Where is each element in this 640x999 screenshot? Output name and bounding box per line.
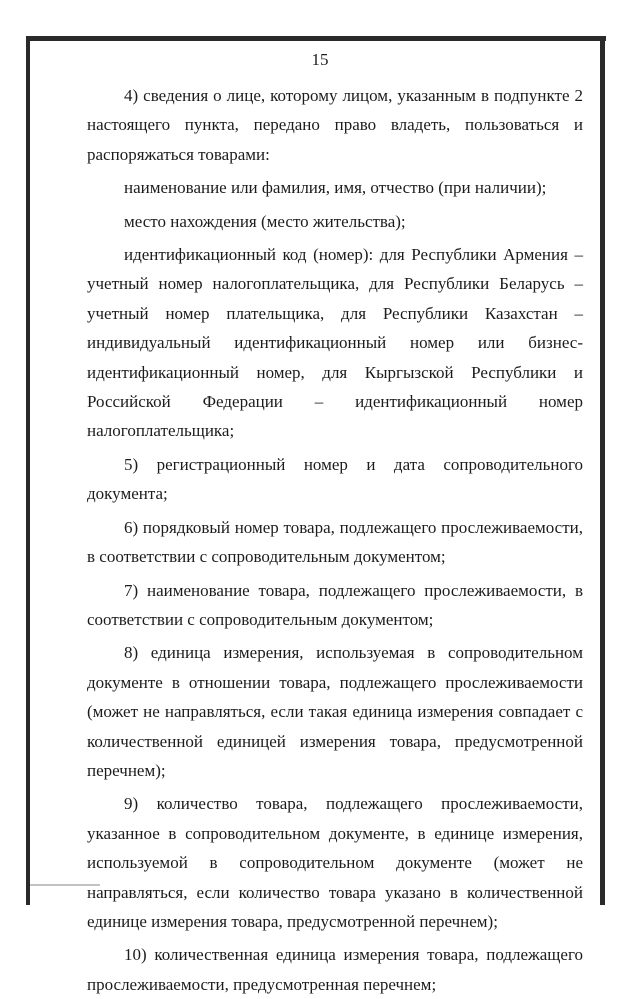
paragraph-name-field: наименование или фамилия, имя, отчество (при наличии); bbox=[124, 178, 547, 198]
paragraph-identification-code: идентификационный код (номер): для Республики Армения – учетный номер налогоплательщика, для Республики Беларусь – учетный номер плательщика, для Республики Казахстан – индивидуальный идентификационный номер или бизнес-идентификационный номер, для Кыргызской Республики и Российской Федерации – идентификационный номер налогоплательщика; bbox=[87, 245, 583, 441]
page-frame-top-border bbox=[26, 36, 606, 41]
paragraph-item-9: 9) количество товара, подлежащего прослеживаемости, указанное в сопроводительном документе, в единице измерения, используемой в сопроводительном документе (может не направляться, если количество товара указано в количественной единице измерения товара, предусмотренной перечнем); bbox=[87, 794, 583, 931]
page-frame-right-border bbox=[600, 36, 605, 905]
page-frame-left-border bbox=[26, 36, 30, 905]
paragraph-item-7: 7) наименование товара, подлежащего прослеживаемости, в соответствии с сопроводительным документом; bbox=[87, 580, 583, 629]
paragraph-item-5: 5) регистрационный номер и дата сопроводительного документа; bbox=[87, 454, 583, 504]
document-body bbox=[87, 81, 583, 999]
paragraph-item-10: 10) количественная единица измерения товара, подлежащего прослеживаемости, предусмотренная перечнем; bbox=[87, 945, 583, 994]
paragraph-item-8: 8) единица измерения, используемая в сопроводительном документе в отношении товара, подлежащего прослеживаемости (может не направляться, если такая единица измерения совпадает с количественной единицей измерения товара, предусмотренной перечнем); bbox=[87, 643, 583, 780]
page-number: 15 bbox=[311, 50, 329, 69]
paragraph-location-field: место нахождения (место жительства); bbox=[124, 211, 406, 231]
paragraph-item-4: 4) сведения о лице, которому лицом, указанным в подпункте 2 настоящего пункта, передано право владеть, пользоваться и распоряжаться товарами: bbox=[87, 86, 583, 164]
paragraph-item-6: 6) порядковый номер товара, подлежащего прослеживаемости, в соответствии с сопроводительным документом; bbox=[87, 517, 583, 567]
